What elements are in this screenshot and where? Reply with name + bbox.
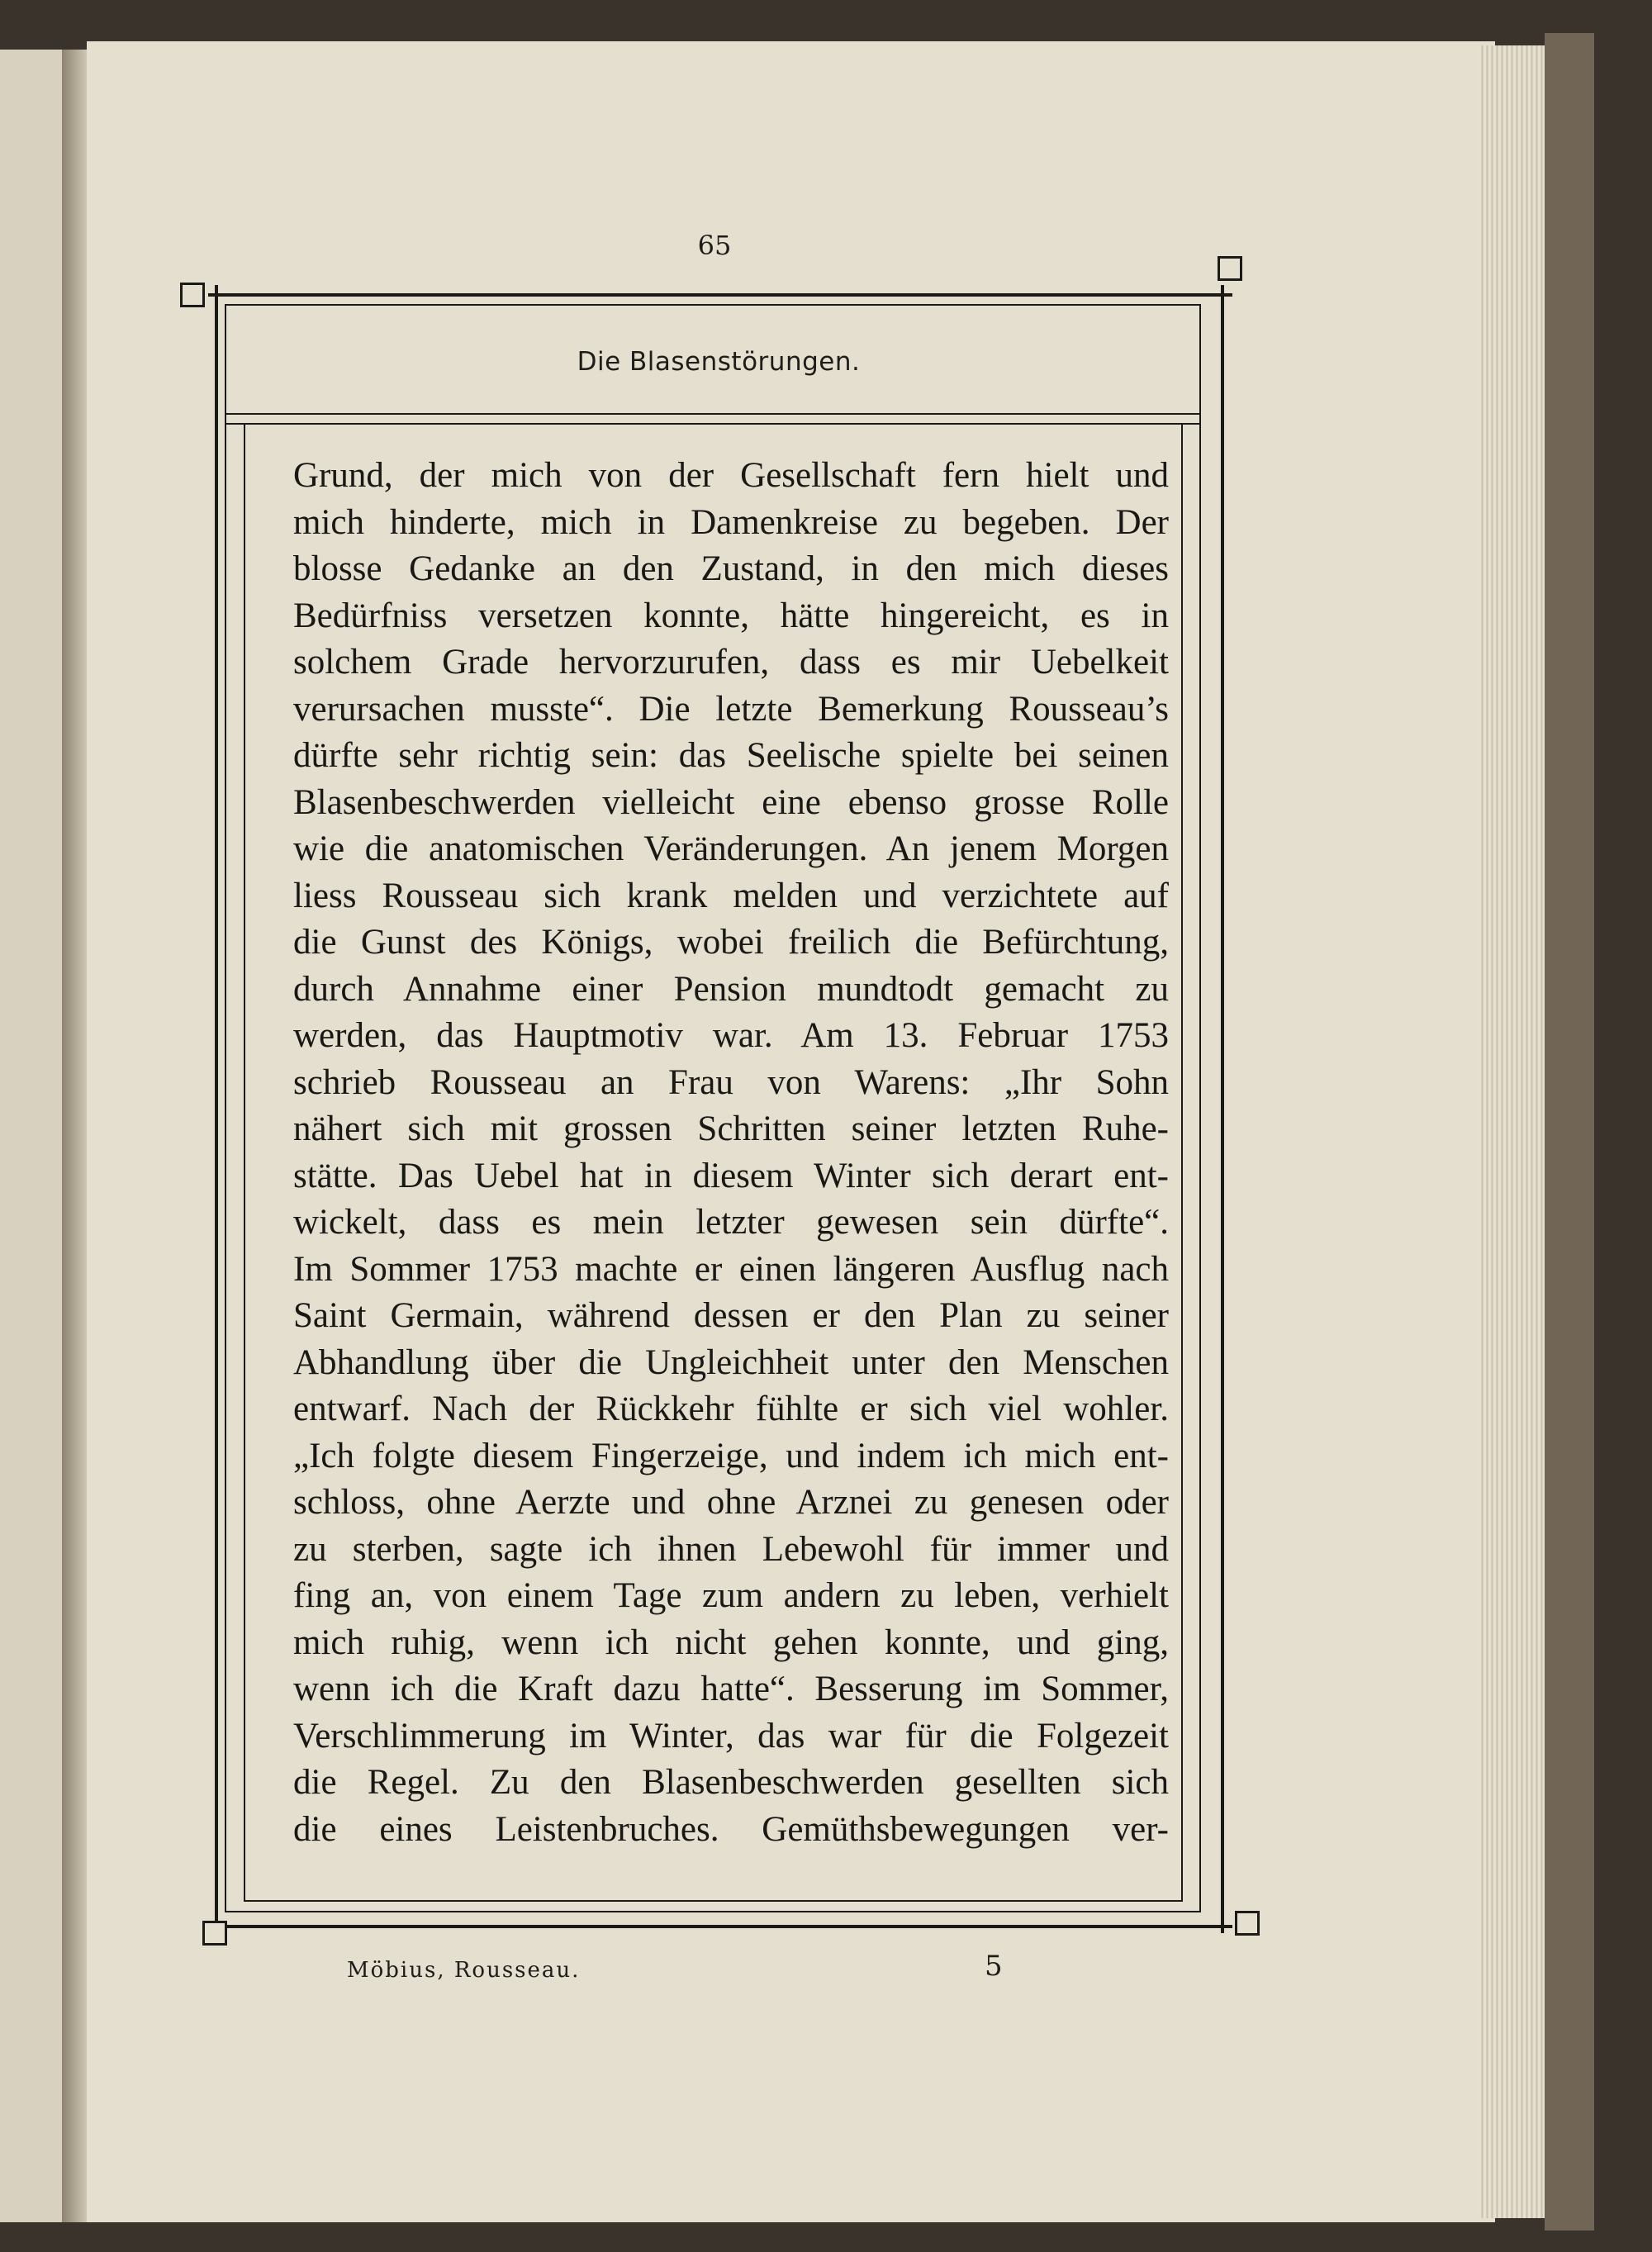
text-line: blosse Gedanke an den Zustand, in den mich dieses: [293, 549, 1169, 588]
page-stack-edges: [1479, 45, 1545, 2218]
frame-right-line: [1221, 285, 1224, 1933]
text-line: zu sterben, sagte ich ihnen Lebewohl für immer und: [293, 1529, 1169, 1569]
text-line: liess Rousseau sich krank melden und verzichtete auf: [293, 876, 1169, 915]
frame-left-line: [215, 285, 218, 1933]
book-cover-edge: [1545, 33, 1594, 2231]
text-line: die Gunst des Königs, wobei freilich die Befürchtung,: [293, 923, 1169, 962]
text-line: fing an, von einem Tage zum andern zu leben, verhielt: [293, 1576, 1169, 1615]
text-line: wickelt, dass es mein letzter gewesen sein dürfte“.: [293, 1203, 1169, 1242]
text-line: wenn ich die Kraft dazu hatte“. Besserung im Sommer,: [293, 1670, 1169, 1708]
text-line: stätte. Das Uebel hat in diesem Winter sich derart ent-: [293, 1156, 1169, 1195]
text-line: verursachen musste“. Die letzte Bemerkung Rousseau’s: [293, 689, 1169, 729]
text-line: durch Annahme einer Pension mundtodt gemacht zu: [293, 969, 1169, 1009]
page-number: 65: [697, 230, 732, 261]
text-line: schrieb Rousseau an Frau von Warens: „Ihr Sohn: [293, 1062, 1169, 1102]
text-line: solchem Grade hervorzurufen, dass es mir Uebelkeit: [293, 643, 1169, 682]
text-box-top-line: [225, 423, 1199, 425]
text-line: die Regel. Zu den Blasenbeschwerden gesellten sich: [293, 1763, 1169, 1802]
text-line: Im Sommer 1753 machte er einen längeren Ausflug nach: [293, 1249, 1169, 1289]
text-line: Verschlimmerung im Winter, das war für die Folgezeit: [293, 1716, 1169, 1756]
text-line: dürfte sehr richtig sein: das Seelische spielte bei seinen: [293, 736, 1169, 775]
footer-signature: Möbius, Rousseau.: [347, 1958, 581, 1983]
text-line: mich hinderte, mich in Damenkreise zu begeben. Der: [293, 502, 1169, 542]
frame-inner-top-line: [225, 304, 1199, 306]
text-box-inner-left-line: [244, 423, 245, 1902]
text-line: wie die anatomischen Veränderungen. An jenem Morgen: [293, 829, 1169, 868]
text-line: Blasenbeschwerden vielleicht eine ebenso grosse Rolle: [293, 782, 1169, 822]
facing-page-edge: [0, 50, 62, 2222]
text-line: schloss, ohne Aerzte und ohne Arznei zu genesen oder: [293, 1483, 1169, 1522]
frame-inner-bottom-line: [225, 1911, 1201, 1912]
text-line: Saint Germain, während dessen er den Plan zu seiner: [293, 1296, 1169, 1335]
book-gutter: [62, 50, 87, 2222]
frame-top-line: [208, 293, 1232, 297]
frame-inner-left-line: [225, 304, 226, 1911]
text-line: „Ich folgte diesem Fingerzeige, und indem ich mich ent-: [293, 1436, 1169, 1475]
frame-bottom-line: [208, 1925, 1232, 1928]
footer-sheet-number: 5: [985, 1950, 1003, 1983]
header-bottom-line: [225, 413, 1199, 415]
text-line: die eines Leistenbruches. Gemüthsbewegungen ver-: [293, 1809, 1169, 1849]
text-box-bottom-line: [244, 1900, 1183, 1902]
text-box-inner-right-line: [1181, 423, 1183, 1902]
text-line: mich ruhig, wenn ich nicht gehen konnte, und ging,: [293, 1622, 1169, 1662]
frame-corner-top-left: [180, 283, 205, 307]
frame-inner-right-line: [1199, 304, 1201, 1911]
text-line: Abhandlung über die Ungleichheit unter den Menschen: [293, 1342, 1169, 1382]
text-line: entwarf. Nach der Rückkehr fühlte er sich viel wohler.: [293, 1390, 1169, 1428]
text-line: nähert sich mit grossen Schritten seiner letzten Ruhe-: [293, 1109, 1169, 1148]
text-line: Grund, der mich von der Gesellschaft fern hielt und: [293, 456, 1169, 495]
frame-corner-bottom-right: [1235, 1911, 1260, 1936]
body-text: [293, 453, 1169, 1853]
frame-corner-top-right: [1218, 256, 1242, 281]
text-line: werden, das Hauptmotiv war. Am 13. Februar 1753: [293, 1016, 1169, 1055]
text-line: Bedürfniss versetzen konnte, hätte hingereicht, es in: [293, 596, 1169, 635]
frame-corner-bottom-left: [202, 1921, 227, 1946]
running-head: Die Blasenstörungen.: [577, 347, 861, 377]
